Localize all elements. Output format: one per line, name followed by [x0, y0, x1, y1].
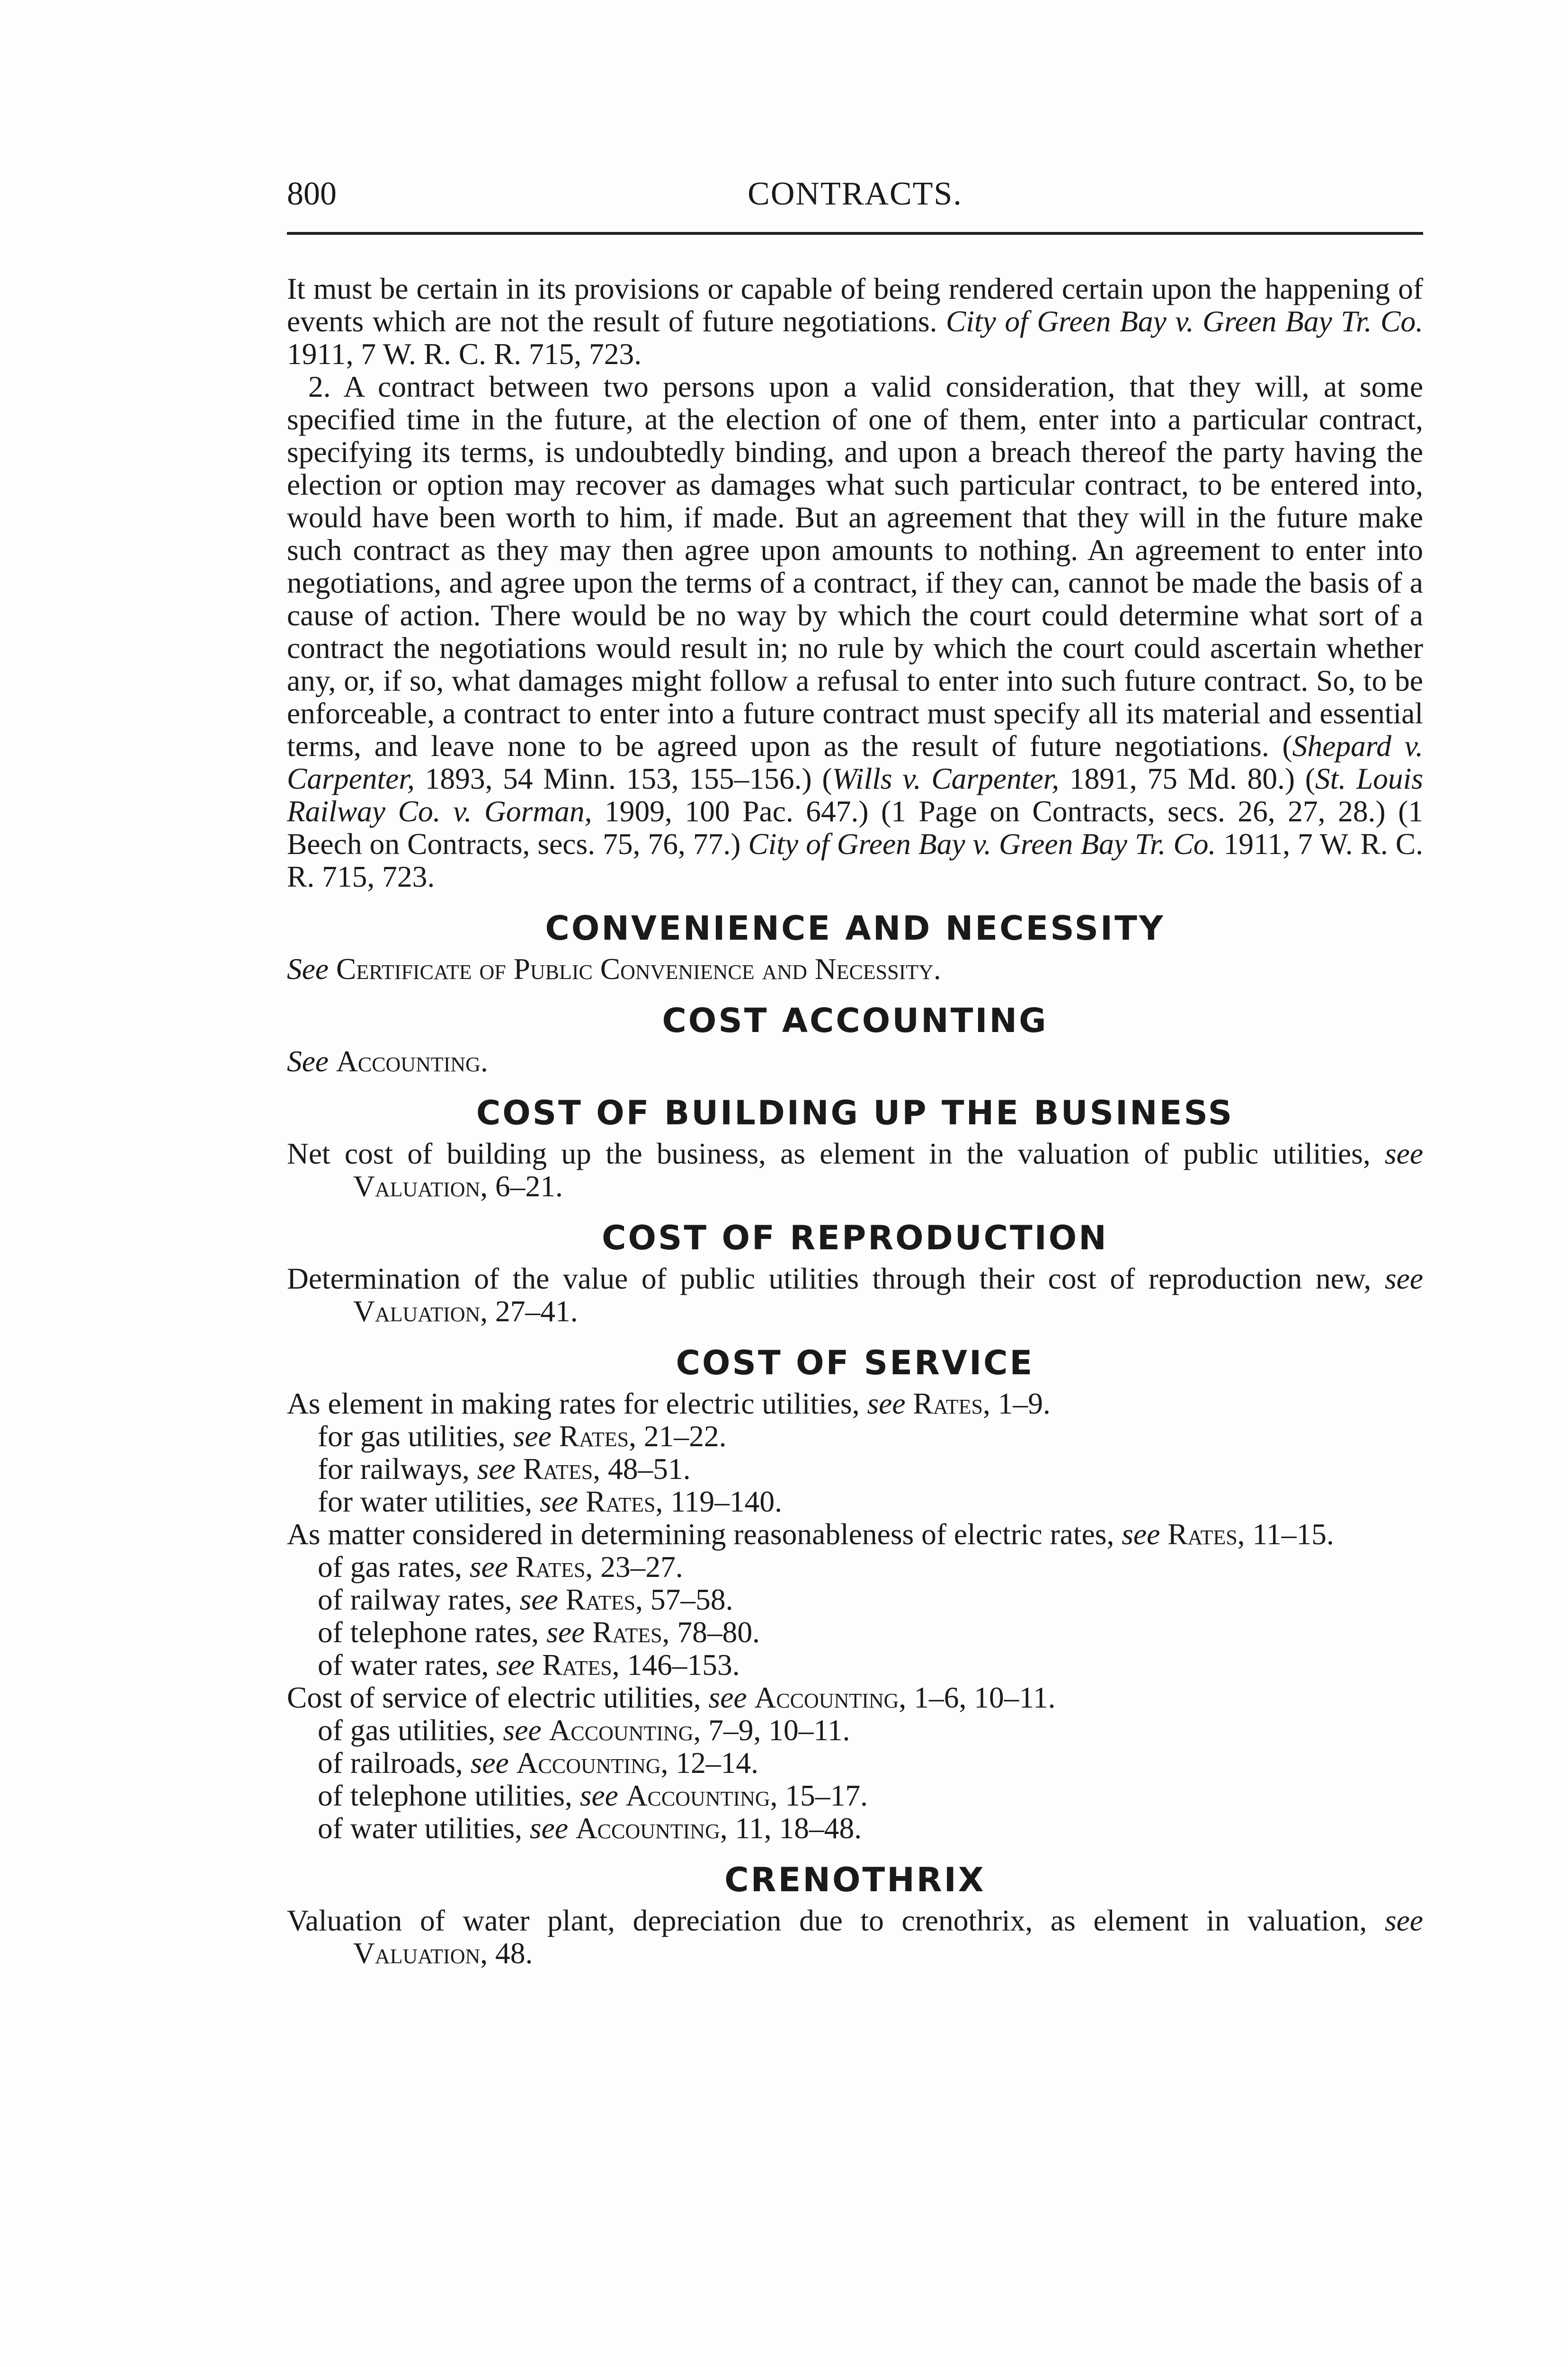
entry-text: of railway rates, — [318, 1583, 512, 1616]
cross-reference: Rates, — [913, 1387, 990, 1420]
citation-reporter: 1909, 100 Pac. 647.) (1 Page on Contracts, secs. 26, 27, 28.) (1 Beech on Contracts, secs. 75, 76, 77.) — [287, 794, 1423, 861]
heading-reproduction: COST OF REPRODUCTION — [602, 1219, 1108, 1257]
cross-reference: Valuation, — [353, 1169, 488, 1203]
cross-reference: Valuation, — [353, 1936, 488, 1970]
section-numbers: 6–21. — [495, 1169, 563, 1203]
heading-convenience: CONVENIENCE AND NECESSITY — [545, 909, 1165, 948]
see-word: see — [579, 1779, 618, 1812]
see-word: see — [529, 1811, 569, 1845]
see-word: see — [1384, 1904, 1423, 1937]
section-numbers: 119–140. — [670, 1485, 783, 1518]
section-numbers: 11, 18–48. — [735, 1811, 862, 1845]
entry-text: of gas utilities, — [318, 1713, 496, 1747]
case-citation: City of Green Bay v. Green Bay Tr. Co. — [946, 304, 1423, 338]
see-word: see — [1384, 1262, 1424, 1295]
see-word: see — [469, 1550, 508, 1584]
entry-text: of telephone utilities, — [318, 1779, 572, 1812]
section-numbers: 57–58. — [650, 1583, 733, 1616]
section-numbers: 48. — [495, 1936, 533, 1970]
index-subentry — [287, 1714, 1423, 1746]
entry-text: for railways, — [318, 1452, 470, 1486]
cross-reference: Rates, — [592, 1615, 670, 1649]
citation-reporter: 1911, 7 W. R. C. R. 715, 723. — [287, 827, 1424, 893]
case-citation: St. Louis Railway Co. v. Gorman, — [287, 762, 1424, 828]
section-numbers: 12–14. — [676, 1746, 758, 1780]
cross-reference: Accounting. — [336, 1044, 488, 1078]
citation-reporter: 1911, 7 W. R. C. R. 715, 723. — [287, 337, 642, 371]
section-numbers: 23–27. — [600, 1550, 683, 1584]
section-numbers: 1–6, 10–11. — [914, 1681, 1056, 1714]
index-subentry — [287, 1648, 1423, 1681]
section-numbers: 11–15. — [1252, 1517, 1334, 1551]
section-numbers: 48–51. — [608, 1452, 691, 1486]
section-numbers: 7–9, 10–11. — [708, 1713, 850, 1747]
cross-reference: Valuation, — [353, 1294, 488, 1328]
case-citation: City of Green Bay v. Green Bay Tr. Co. — [748, 827, 1216, 861]
entry-text: Cost of service of electric utilities, — [287, 1681, 701, 1714]
see-word: see — [503, 1713, 542, 1747]
index-subentry — [287, 1583, 1423, 1616]
index-subentry — [287, 1452, 1423, 1485]
see-word: see — [708, 1681, 747, 1714]
entry-text: of water utilities, — [318, 1811, 523, 1845]
entry-text: of gas rates, — [318, 1550, 463, 1584]
index-subentry — [287, 1779, 1423, 1812]
cross-reference: Accounting, — [516, 1746, 668, 1780]
see-word: See — [287, 1044, 329, 1078]
entry-text: As element in making rates for electric utilities, — [287, 1387, 860, 1420]
see-reference — [287, 952, 1423, 985]
see-word: see — [540, 1485, 579, 1518]
index-entry — [287, 1904, 1423, 1969]
page-body — [287, 272, 1423, 1969]
see-reference — [287, 1045, 1423, 1077]
citation-reporter: 1891, 75 Md. 80.) ( — [1069, 762, 1315, 795]
see-word: see — [477, 1452, 516, 1486]
running-title: CONTRACTS. — [748, 176, 962, 212]
cross-reference: Rates, — [523, 1452, 601, 1486]
section-numbers: 146–153. — [627, 1648, 740, 1682]
heading-cost-of-service: COST OF SERVICE — [676, 1344, 1034, 1382]
index-subentry — [287, 1550, 1423, 1583]
index-subentry — [287, 1812, 1423, 1844]
entry-text: for gas utilities, — [318, 1419, 506, 1453]
header-rule — [287, 232, 1423, 235]
index-subentry — [287, 1616, 1423, 1648]
cross-reference: Rates, — [515, 1550, 593, 1584]
heading-cost-accounting: COST ACCOUNTING — [662, 1001, 1048, 1040]
entry-text: Net cost of building up the business, as element in the valuation of public utilities, — [287, 1137, 1371, 1170]
page-number: 800 — [287, 176, 337, 212]
index-subentry — [287, 1746, 1423, 1779]
index-entry — [287, 1137, 1423, 1202]
section-numbers: 1–9. — [998, 1387, 1051, 1420]
cross-reference: Rates, — [559, 1419, 637, 1453]
page-header — [287, 175, 1423, 227]
index-entry — [287, 1518, 1423, 1550]
intro-paragraph-2 — [287, 370, 1423, 893]
cross-reference: Accounting, — [754, 1681, 907, 1714]
entry-text: Determination of the value of public utilities through their cost of reproduction new, — [287, 1262, 1372, 1295]
index-entry — [287, 1681, 1423, 1714]
section-numbers: 15–17. — [785, 1779, 868, 1812]
see-word: see — [1122, 1517, 1160, 1551]
see-word: see — [519, 1583, 558, 1616]
see-word: see — [470, 1746, 509, 1780]
section-numbers: 21–22. — [643, 1419, 727, 1453]
index-subentry — [287, 1485, 1423, 1518]
entry-text: of water rates, — [318, 1648, 489, 1682]
see-word: see — [1384, 1137, 1424, 1170]
intro-text-2: 2. A contract between two persons upon a valid consideration, that they will, at some specified time in the future, at the election of one of them, enter into a particular contract, specifying its terms, is undoubtedly binding, and upon a breach thereof the party having the election or option may recover as damages what such particular contract, to be entered into, would have been worth to him, if made. But an agreement that they will in the future make such contract as they may then agree upon amounts to nothing. An agreement to enter into negotiations, and agree upon the terms of a contract, if they can, cannot be made the basis of a cause of action. There would be no way by which the court could determine what sort of a contract the negotiations would result in; no rule by which the court could ascertain whether any, or, if so, what damages might follow a refusal to enter into such future contract. So, to be enforceable, a contract to enter into a future contract must specify all its material and essential terms, and leave none to be agreed upon as the result of future negotiations. ( — [287, 370, 1423, 763]
see-word: see — [546, 1615, 585, 1649]
cross-reference: Certificate of Public Convenience and Necessity. — [336, 952, 941, 986]
entry-text: for water utilities, — [318, 1485, 533, 1518]
see-word: See — [287, 952, 329, 986]
entry-text: of railroads, — [318, 1746, 463, 1780]
cross-reference: Rates, — [542, 1648, 620, 1682]
cross-reference: Rates, — [1167, 1517, 1245, 1551]
section-numbers: 78–80. — [677, 1615, 760, 1649]
intro-paragraph-1 — [287, 272, 1423, 370]
see-word: see — [867, 1387, 906, 1420]
entry-text: Valuation of water plant, depreciation due to crenothrix, as element in valuation, — [287, 1904, 1367, 1937]
case-citation: Wills v. Carpenter, — [832, 762, 1060, 795]
case-citation: Shepard v. Carpenter, — [287, 729, 1424, 795]
intro-text-1: It must be certain in its provisions or capable of being rendered certain upon the happening of events which are not the result of future negotiations. — [287, 272, 1423, 338]
cross-reference: Rates, — [586, 1485, 663, 1518]
see-word: see — [513, 1419, 552, 1453]
entry-text: of telephone rates, — [318, 1615, 539, 1649]
index-entry — [287, 1387, 1423, 1420]
see-word: see — [496, 1648, 535, 1682]
heading-building-up: COST OF BUILDING UP THE BUSINESS — [476, 1094, 1234, 1132]
cross-reference: Accounting, — [625, 1779, 778, 1812]
cross-reference: Rates, — [565, 1583, 643, 1616]
index-entry — [287, 1262, 1423, 1327]
entry-text: As matter considered in determining reasonableness of electric rates, — [287, 1517, 1114, 1551]
section-numbers: 27–41. — [495, 1294, 578, 1328]
citation-reporter: 1893, 54 Minn. 153, 155–156.) ( — [425, 762, 832, 795]
heading-crenothrix: CRENOTHRIX — [724, 1860, 986, 1899]
cross-reference: Accounting, — [549, 1713, 701, 1747]
cross-reference: Accounting, — [575, 1811, 728, 1845]
index-subentry — [287, 1420, 1423, 1452]
